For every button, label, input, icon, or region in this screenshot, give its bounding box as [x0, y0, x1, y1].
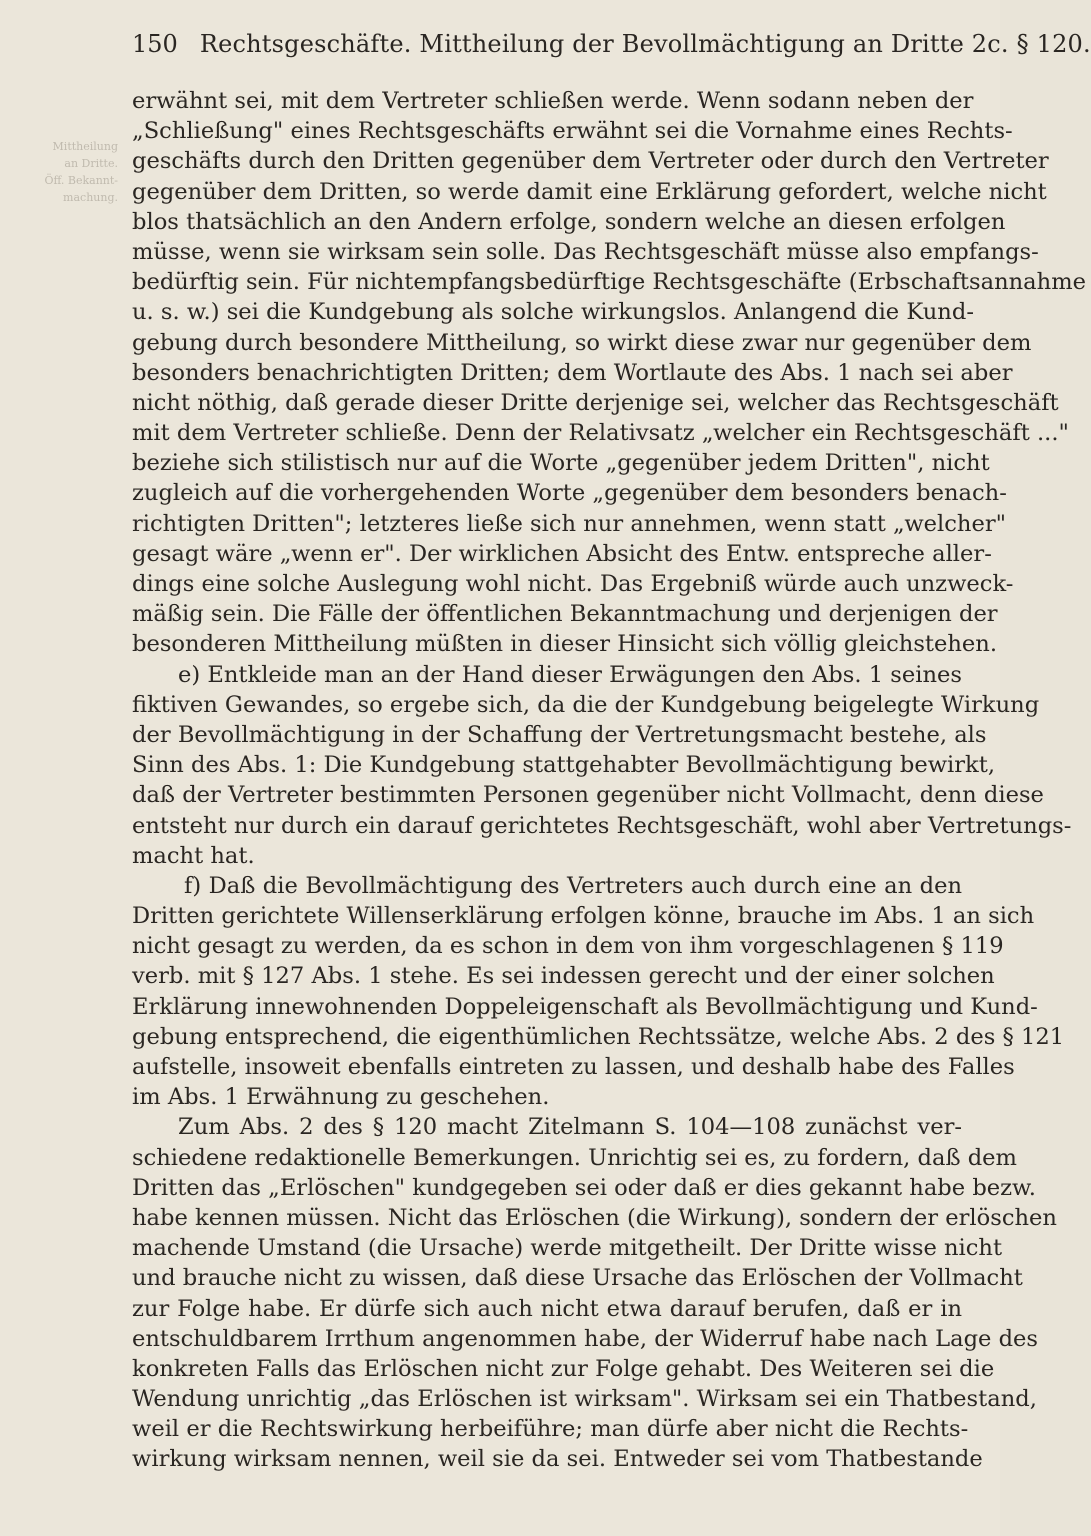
page-number: 150 [132, 30, 178, 58]
text-line: nicht nöthig, daß gerade dieser Dritte derjenige sei, welcher das Rechtsgeschäft [132, 389, 1059, 416]
margin-note-line: Mittheilung [52, 140, 118, 153]
text-line: und brauche nicht zu wissen, daß diese Ursache das Erlöschen der Vollmacht [132, 1265, 1023, 1292]
text-line: mit dem Vertreter schließe. Denn der Relativsatz „welcher ein Rechtsgeschäft ..." [132, 420, 1069, 447]
text-line: richtigten Dritten"; letzteres ließe sich nur annehmen, wenn statt „welcher" [132, 510, 1007, 537]
text-line: verb. mit § 127 Abs. 1 stehe. Es sei indessen gerecht und der einer solchen [132, 963, 995, 990]
text-line: der Bevollmächtigung in der Schaffung der Vertretungsmacht bestehe, als [132, 721, 987, 748]
text-line: besonderen Mittheilung müßten in dieser Hinsicht sich völlig gleichstehen. [132, 631, 998, 658]
text-line: „Schließung" eines Rechtsgeschäfts erwähnt sei die Vornahme eines Rechts- [132, 118, 1013, 145]
running-title: Rechtsgeschäfte. Mittheilung der Bevollmächtigung an Dritte 2c. § 120. [199, 30, 1091, 58]
margin-note [28, 138, 118, 206]
text-line: Dritten das „Erlöschen" kundgegeben sei oder daß er dies gekannt habe bezw. [132, 1174, 1036, 1201]
text-line: geschäfts durch den Dritten gegenüber dem Vertreter oder durch den Vertreter [132, 148, 1049, 175]
text-line: gebung durch besondere Mittheilung, so wirkt diese zwar nur gegenüber dem [132, 329, 1032, 356]
text-line: daß der Vertreter bestimmten Personen gegenüber nicht Vollmacht, denn diese [132, 782, 1044, 809]
text-line: blos thatsächlich an den Andern erfolge, sondern welche an diesen erfolgen [132, 208, 1006, 235]
margin-note-line: machung. [63, 191, 118, 204]
text-line: gesagt wäre „wenn er". Der wirklichen Absicht des Entw. entspreche aller- [132, 540, 992, 567]
text-line: müsse, wenn sie wirksam sein solle. Das Rechtsgeschäft müsse also empfangs- [132, 238, 1039, 265]
text-line: e) Entkleide man an der Hand dieser Erwägungen den Abs. 1 seines [178, 661, 962, 688]
text-line: f) Daß die Bevollmächtigung des Vertreters auch durch eine an den [184, 872, 962, 899]
text-line: im Abs. 1 Erwähnung zu geschehen. [132, 1084, 550, 1111]
text-line: habe kennen müssen. Nicht das Erlöschen (die Wirkung), sondern der erlöschen [132, 1204, 1057, 1231]
text-line: zur Folge habe. Er dürfe sich auch nicht etwa darauf berufen, daß er in [132, 1295, 962, 1322]
text-line: macht hat. [132, 842, 255, 869]
text-line: dings eine solche Auslegung wohl nicht. Das Ergebniß würde auch unzweck- [132, 571, 1014, 597]
text-line: konkreten Falls das Erlöschen nicht zur Folge gehabt. Des Weiteren sei die [132, 1355, 995, 1382]
text-line: gegenüber dem Dritten, so werde damit eine Erklärung gefordert, welche nicht [132, 178, 1047, 205]
text-line: mäßig sein. Die Fälle der öffentlichen Bekanntmachung und derjenigen der [132, 601, 998, 628]
text-line: erwähnt sei, mit dem Vertreter schließen werde. Wenn sodann neben der [132, 88, 974, 114]
page-header [132, 30, 1091, 70]
text-line: besonders benachrichtigten Dritten; dem Wortlaute des Abs. 1 nach sei aber [132, 359, 1013, 386]
text-line: aufstelle, insoweit ebenfalls eintreten zu lassen, und deshalb habe des Falles [132, 1054, 1015, 1080]
text-line: bedürftig sein. Für nichtempfangsbedürftige Rechtsgeschäfte (Erbschaftsannahme [132, 269, 1087, 296]
margin-note-line: Öff. Bekannt- [44, 174, 118, 187]
text-line: fiktiven Gewandes, so ergebe sich, da die der Kundgebung beigelegte Wirkung [132, 691, 1040, 718]
text-line: weil er die Rechtswirkung herbeiführe; man dürfe aber nicht die Rechts- [132, 1416, 969, 1443]
text-line: Erklärung innewohnenden Doppeleigenschaft als Bevollmächtigung und Kund- [132, 993, 1038, 1020]
text-line: Zum Abs. 2 des § 120 macht Zitelmann S. 104—108 zunächst ver- [178, 1114, 962, 1141]
text-line: Dritten gerichtete Willenserklärung erfolgen könne, brauche im Abs. 1 an sich [132, 903, 1035, 930]
text-line: entschuldbarem Irrthum angenommen habe, der Widerruf habe nach Lage des [132, 1325, 1039, 1352]
text-line: machende Umstand (die Ursache) werde mitgetheilt. Der Dritte wisse nicht [132, 1235, 1003, 1262]
text-line: u. s. w.) sei die Kundgebung als solche wirkungslos. Anlangend die Kund- [132, 299, 974, 326]
text-line: Sinn des Abs. 1: Die Kundgebung stattgehabter Bevollmächtigung bewirkt, [132, 752, 996, 779]
text-line: Wendung unrichtig „das Erlöschen ist wirksam". Wirksam sei ein Thatbestand, [132, 1386, 1037, 1413]
text-line: nicht gesagt zu werden, da es schon in dem von ihm vorgeschlagenen § 119 [132, 933, 1004, 960]
text-line: entsteht nur durch ein darauf gerichtetes Rechtsgeschäft, wohl aber Vertretungs- [132, 812, 1072, 839]
text-line: schiedene redaktionelle Bemerkungen. Unrichtig sei es, zu fordern, daß dem [132, 1144, 1017, 1171]
margin-note-line: an Dritte. [64, 157, 118, 170]
text-line: wirkung wirksam nennen, weil sie da sei. Entweder sei vom Thatbestande [132, 1446, 983, 1473]
text-line: beziehe sich stilistisch nur auf die Worte „gegenüber jedem Dritten", nicht [132, 450, 990, 477]
text-line: gebung entsprechend, die eigenthümlichen Rechtssätze, welche Abs. 2 des § 121 [132, 1023, 1065, 1050]
text-line: zugleich auf die vorhergehenden Worte „gegenüber dem besonders benach- [132, 480, 1007, 507]
body-text [132, 86, 1087, 1475]
